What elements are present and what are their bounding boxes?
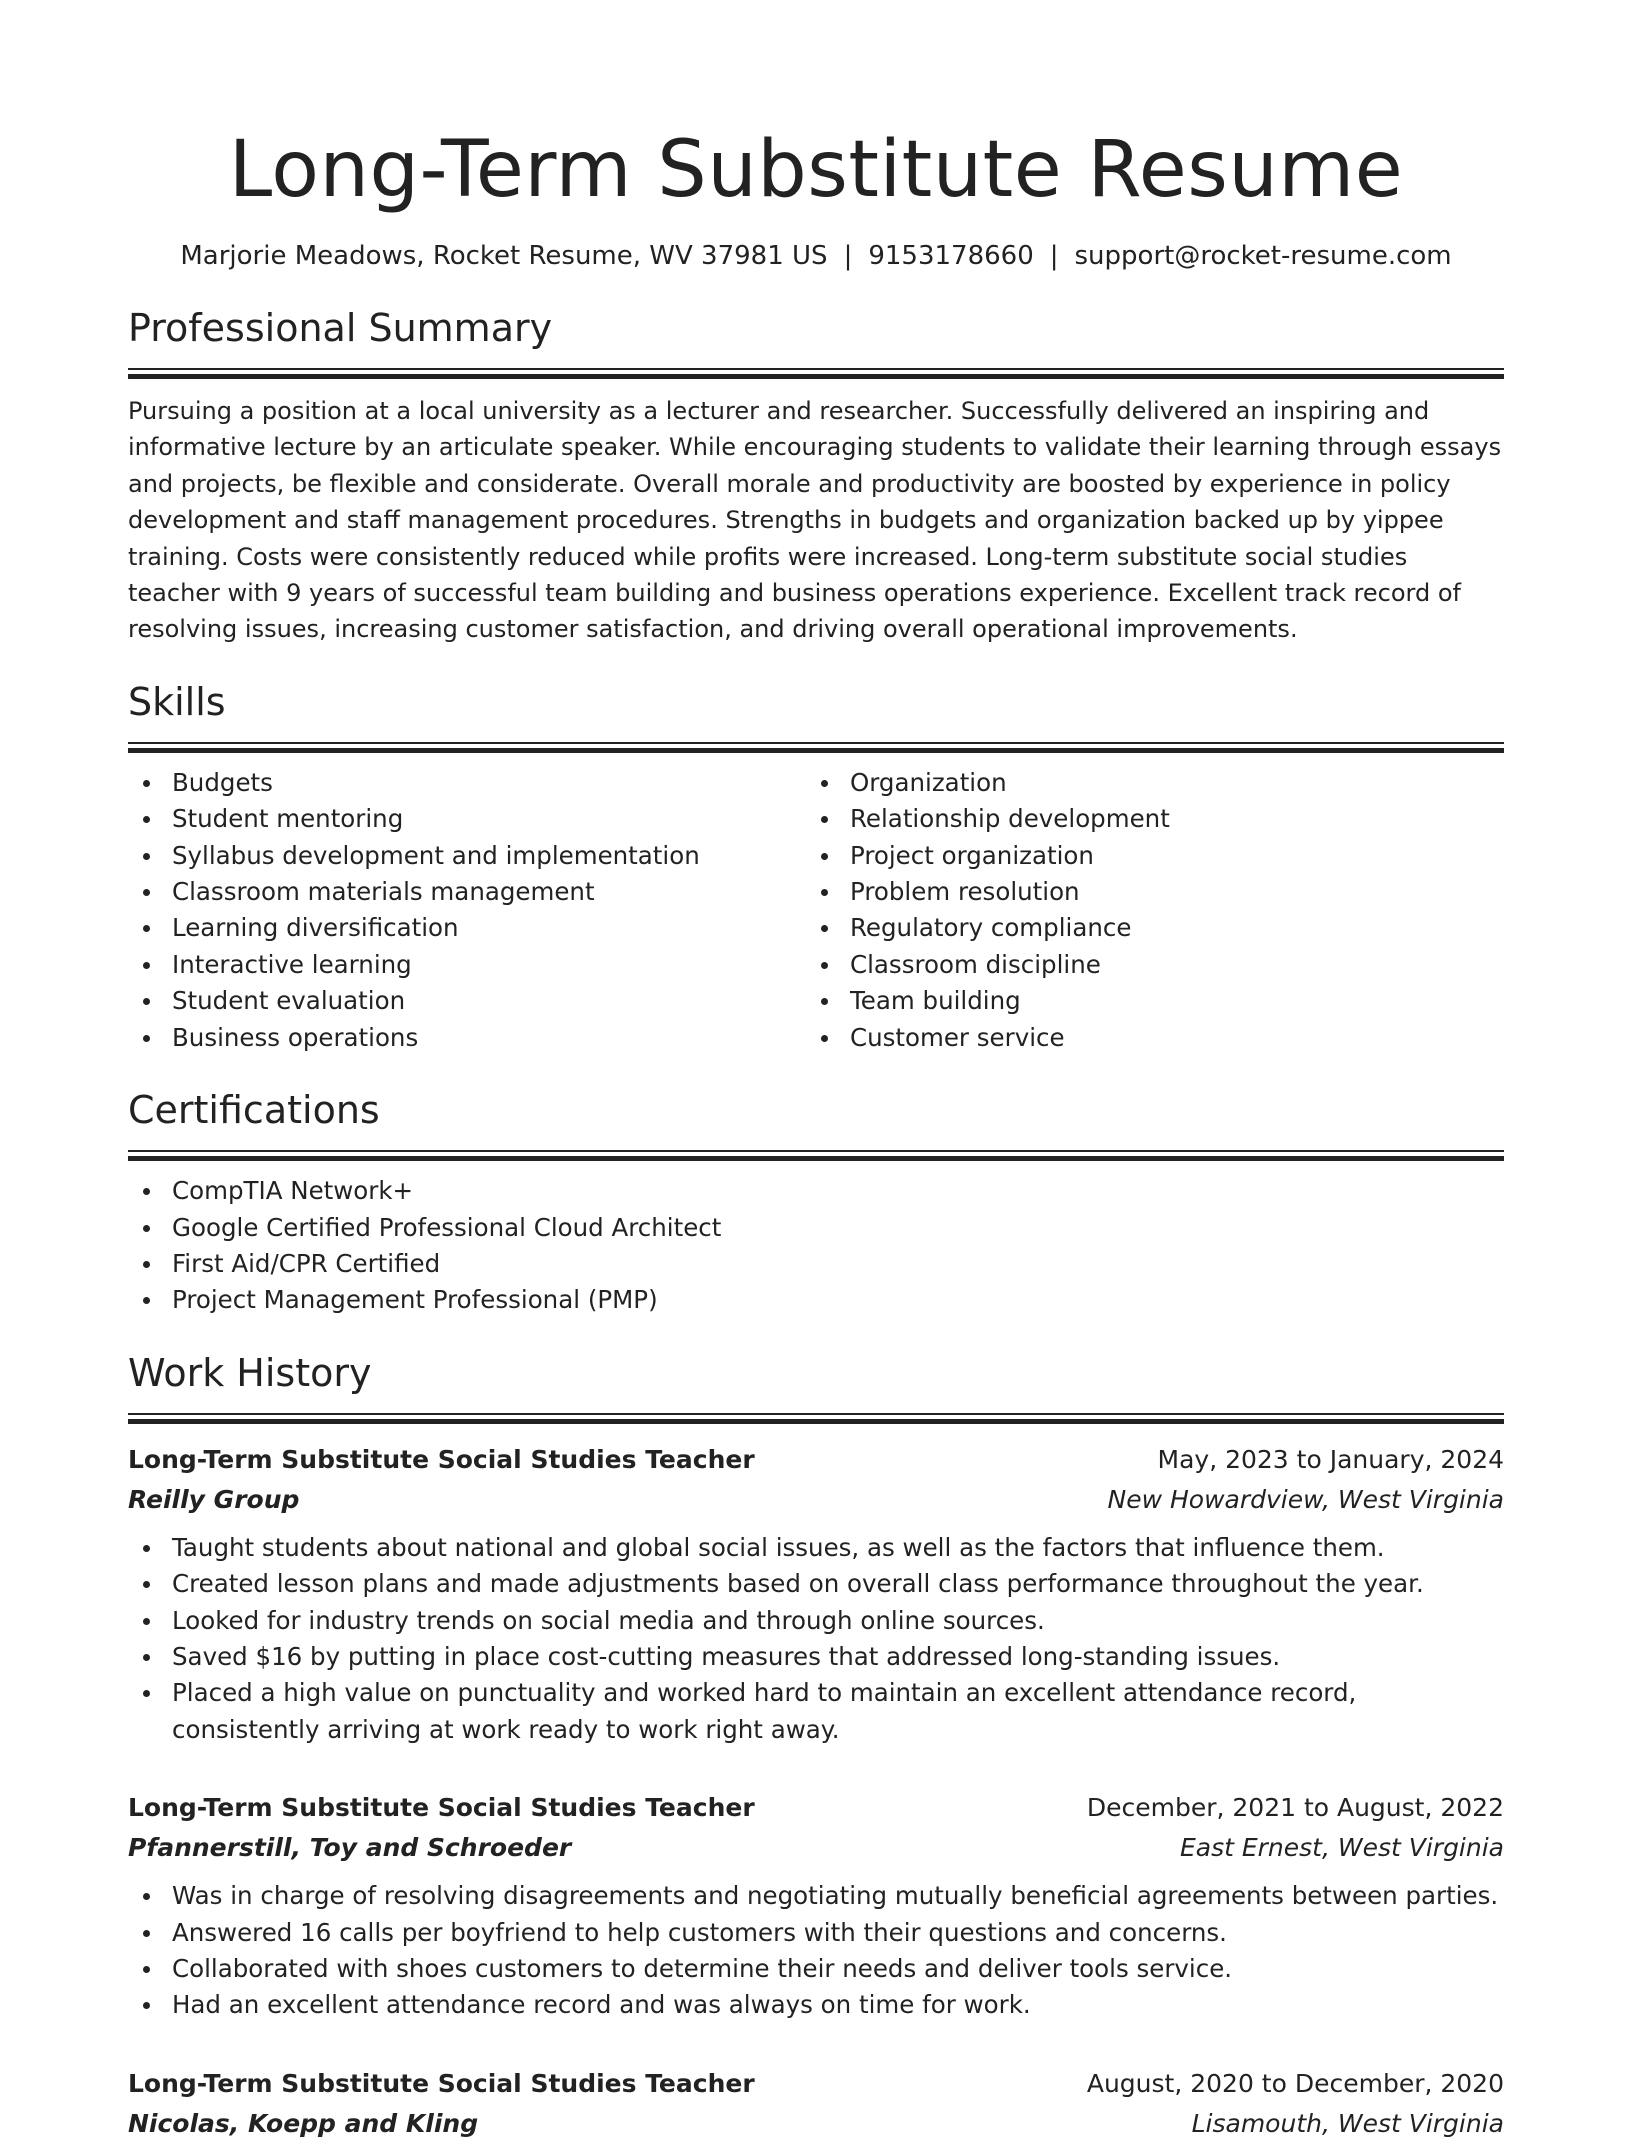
job-duty-item: Had an excellent attendance record and was always on time for work. — [128, 1987, 1504, 2023]
job-location: Lisamouth, West Virginia — [1191, 2108, 1504, 2138]
skill-item: Learning diversification — [128, 910, 806, 946]
skills-list-left — [128, 765, 806, 1056]
work-history-section — [128, 1349, 1504, 2144]
section-divider — [128, 1413, 1504, 1424]
skill-item: Student mentoring — [128, 801, 806, 837]
certification-item: First Aid/CPR Certified — [128, 1246, 1504, 1282]
job-duty-item: Placed a high value on punctuality and worked hard to maintain an excellent attendance record, consistently arriving at work ready to work right away. — [128, 1675, 1504, 1748]
job-title: Long-Term Substitute Social Studies Teacher — [128, 2068, 755, 2098]
contact-email: support@rocket-resume.com — [1074, 241, 1452, 271]
certification-item: Google Certified Professional Cloud Architect — [128, 1210, 1504, 1246]
skill-item: Regulatory compliance — [806, 910, 1484, 946]
job-title: Long-Term Substitute Social Studies Teacher — [128, 1444, 755, 1474]
section-heading: Work History — [128, 1350, 372, 1395]
contact-phone: 9153178660 — [868, 241, 1034, 271]
skill-item: Budgets — [128, 765, 806, 801]
skills-grid — [128, 753, 1504, 1056]
section-divider — [128, 742, 1504, 753]
skill-item: Student evaluation — [128, 983, 806, 1019]
skill-item: Project organization — [806, 838, 1484, 874]
job-duty-item: Collaborated with shoes customers to determine their needs and deliver tools service. — [128, 1951, 1504, 1987]
section-heading: Skills — [128, 679, 226, 724]
skill-item: Customer service — [806, 1020, 1484, 1056]
contact-separator: | — [1049, 241, 1059, 271]
job-title: Long-Term Substitute Social Studies Teacher — [128, 1793, 755, 1823]
job-duty-item: Was in charge of resolving disagreements and negotiating mutually beneficial agreements between parties. — [128, 1878, 1504, 1914]
job-header — [128, 1788, 1504, 1828]
section-heading: Certifications — [128, 1088, 380, 1133]
job-dates: May, 2023 to January, 2024 — [1157, 1444, 1504, 1474]
job-duties — [128, 1530, 1504, 1748]
job-entry — [128, 1788, 1504, 2024]
job-header — [128, 1440, 1504, 1480]
skill-item: Business operations — [128, 1020, 806, 1056]
certification-item: Project Management Professional (PMP) — [128, 1282, 1504, 1318]
contact-address: Marjorie Meadows, Rocket Resume, WV 37981 US — [180, 241, 828, 271]
job-duties — [128, 1878, 1504, 2024]
job-header — [128, 2064, 1504, 2104]
contact-separator: | — [843, 241, 853, 271]
resume-title: Long-Term Substitute Resume — [228, 125, 1404, 215]
skill-item: Problem resolution — [806, 874, 1484, 910]
job-subheader — [128, 1828, 1504, 1868]
job-entry — [128, 1440, 1504, 1748]
job-dates: December, 2021 to August, 2022 — [1086, 1793, 1504, 1823]
job-dates: August, 2020 to December, 2020 — [1086, 2068, 1504, 2098]
skill-item: Relationship development — [806, 801, 1484, 837]
skills-list-right — [806, 765, 1484, 1056]
skill-item: Syllabus development and implementation — [128, 838, 806, 874]
certifications-list — [128, 1173, 1504, 1319]
summary-text: Pursuing a position at a local university as a lecturer and researcher. Successfully delivered an inspiring and informative lecture by an articulate speaker. While encouraging students to validate their learning through essays and projects, be flexible and considerate. Overall morale and productivity are boosted by experience in policy development and staff management procedures. Strengths in budgets and organization backed up by yippee training. Costs were consistently reduced while profits were increased. Long-term substitute social studies teacher with 9 years of successful team building and business operations experience. Excellent track record of resolving issues, increasing customer satisfaction, and driving overall operational improvements. — [128, 397, 1502, 644]
section-heading: Professional Summary — [128, 306, 553, 350]
certification-item: CompTIA Network+ — [128, 1173, 1504, 1209]
skills-section — [128, 678, 1504, 1056]
job-company: Reilly Group — [128, 1484, 300, 1514]
job-location: East Ernest, West Virginia — [1179, 1833, 1504, 1863]
job-duty-item: Looked for industry trends on social media and through online sources. — [128, 1603, 1504, 1639]
skill-item: Classroom materials management — [128, 874, 806, 910]
skill-item: Organization — [806, 765, 1484, 801]
job-entry — [128, 2064, 1504, 2144]
skill-item: Team building — [806, 983, 1484, 1019]
job-subheader — [128, 2104, 1504, 2144]
job-duty-item: Answered 16 calls per boyfriend to help customers with their questions and concerns. — [128, 1915, 1504, 1951]
skill-item: Classroom discipline — [806, 947, 1484, 983]
job-location: New Howardview, West Virginia — [1107, 1484, 1504, 1514]
certifications-section — [128, 1086, 1504, 1319]
contact-line — [128, 238, 1504, 274]
summary-section — [128, 304, 1504, 648]
job-duty-item: Taught students about national and global social issues, as well as the factors that influence them. — [128, 1530, 1504, 1566]
skill-item: Interactive learning — [128, 947, 806, 983]
job-company: Nicolas, Koepp and Kling — [128, 2108, 479, 2138]
job-duty-item: Created lesson plans and made adjustments based on overall class performance throughout the year. — [128, 1566, 1504, 1602]
resume-page — [128, 0, 1504, 2144]
job-company: Pfannerstill, Toy and Schroeder — [128, 1833, 572, 1863]
job-duty-item: Saved $16 by putting in place cost-cutting measures that addressed long-standing issues. — [128, 1639, 1504, 1675]
section-divider — [128, 368, 1504, 379]
job-subheader — [128, 1480, 1504, 1520]
section-divider — [128, 1150, 1504, 1161]
